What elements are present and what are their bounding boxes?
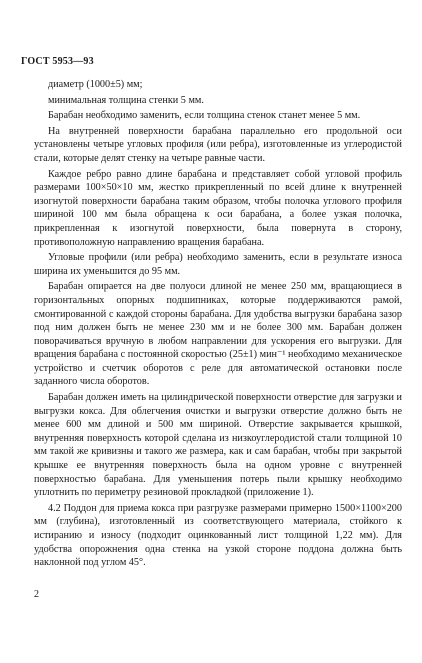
document-header: ГОСТ 5953—93 [21, 56, 94, 67]
paragraph: 4.2 Поддон для приема кокса при разгрузке размерами примерно 1500×1100×200 мм (глубина), изготовленный из соответствующего материала, стойкого к истиранию и износу (подходит оцинкованный лист толщиной 1,22 мм). Для удобства опорожнения одна стенка на узкой стороне поддона должна быть наклонной под углом 45°. [34, 502, 402, 569]
document-body [34, 78, 402, 572]
paragraph: минимальная толщина стенки 5 мм. [48, 94, 204, 106]
paragraph: диаметр (1000±5) мм; [48, 79, 143, 90]
paragraph: Барабан необходимо заменить, если толщина стенок станет менее 5 мм. [48, 110, 361, 122]
paragraph: Каждое ребро равно длине барабана и представляет собой угловой профиль размерами 100×50×10 мм, жестко прикрепленный по всей длине к внутренней изогнутой поверхности барабана таким образом, чтобы полочка углового профиля шириной 100 мм была обращена к оси барабана, а более узкая полочка, прикрепленная к изогнутой поверхности, была повернута в сторону, противоположную направлению вращения барабана. [34, 168, 402, 248]
paragraph: Барабан опирается на две полуоси длиной не менее 250 мм, вращающиеся в горизонтальных опорных подшипниках, которые поддерживаются рамой, смонтированной с каждой стороны барабана. Для удобства выгрузки барабана зазор под ним должен быть не менее 230 мм и не более 300 мм. Барабан должен поворачиваться вручную в любом направлении для ускорения его выгрузки. Для вращения барабана с постоянной скоростью (25±1) мин⁻¹ необходимо механическое устройство и счетчик оборотов с реле для автоматической остановки после заданного числа оборотов. [34, 281, 402, 388]
paragraph: Угловые профили (или ребра) необходимо заменить, если в результате износа ширина их уменьшится до 95 мм. [34, 252, 402, 277]
paragraph: На внутренней поверхности барабана параллельно его продольной оси установлены четыре угловых профиля (или ребра), изготовленные из углеродистой стали, которые делят стенку на четыре равные части. [34, 125, 402, 164]
paragraph: Барабан должен иметь на цилиндрической поверхности отверстие для загрузки и выгрузки кокса. Для облегчения очистки и выгрузки отверстие должно быть не менее 600 мм длиной и 500 мм шириной. Отверстие закрывается крышкой, внутренняя поверхность которой сделана из низкоуглеродистой стали толщиной 10 мм такой же кривизны и такого же размера, как и сам барабан, чтобы при закрытой крышке ее внутренняя поверхность была на одном уровне с внутренней поверхностью барабана. Для уменьшения потерь пыли крышку необходимо уплотнить по периметру резиновой прокладкой (приложение 1). [34, 392, 402, 499]
page-number: 2 [34, 589, 39, 600]
